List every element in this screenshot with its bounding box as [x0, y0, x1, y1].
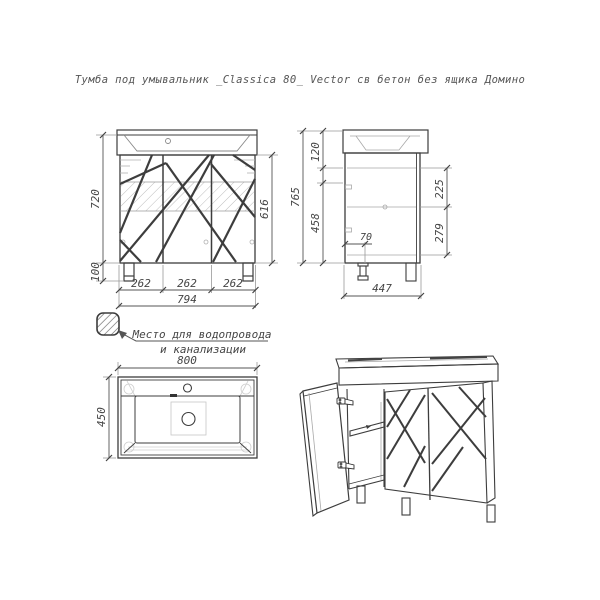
- dim-front-section2: 262: [177, 277, 197, 290]
- note-line1: Место для водопровода: [132, 328, 272, 341]
- dim-front-section3: 262: [223, 277, 243, 290]
- dim-front-width: 794: [177, 293, 197, 306]
- dim-side-door-height: 458: [309, 213, 322, 233]
- dim-front-leg-height: 100: [89, 262, 102, 282]
- dim-sink-width: 800: [177, 354, 197, 367]
- dim-front-section1: 262: [131, 277, 151, 290]
- front-view: [89, 130, 278, 309]
- iso-view: [300, 356, 498, 522]
- note-line2: и канализации: [159, 343, 247, 356]
- basin-opening: [135, 396, 240, 443]
- dim-sink-depth: 450: [95, 407, 108, 427]
- sink-outer-rim: [118, 377, 257, 458]
- top-view: [95, 354, 260, 461]
- dim-front-facade-height: 616: [258, 199, 271, 219]
- dim-side-shelf-lower: 279: [433, 223, 446, 243]
- dim-side-height: 765: [289, 187, 302, 207]
- side-view: [289, 128, 452, 299]
- door-hinge-top: [337, 398, 353, 405]
- plumbing-icon: [97, 313, 119, 335]
- leader-arrow: [118, 330, 127, 339]
- plumbing-note: [97, 313, 272, 356]
- iso-sink-front-face: [339, 364, 498, 385]
- overflow-slot: [170, 394, 177, 397]
- drain-hole: [182, 413, 195, 426]
- plumbing-zone-hatch: [121, 182, 255, 211]
- faucet-hole: [184, 384, 192, 392]
- door-hinge-bottom: [338, 462, 354, 469]
- iso-legs: [357, 486, 495, 522]
- dim-side-depth: 447: [372, 282, 392, 295]
- dim-side-sink-height: 120: [309, 142, 322, 162]
- dim-side-leg-inset: 70: [359, 232, 373, 243]
- dim-side-shelf-upper: 225: [433, 179, 446, 199]
- dim-front-height: 720: [89, 189, 102, 209]
- side-legs: [358, 263, 416, 281]
- drawing-title: Тумба под умывальник _Classica 80_ Vector св бетон без ящика Домино: [74, 74, 526, 86]
- side-sink-top: [343, 130, 428, 153]
- faucet-hole-front: [166, 139, 171, 144]
- side-cabinet-body: [345, 153, 420, 263]
- iso-decor-pattern: [387, 387, 486, 491]
- sink-inner-rim: [121, 380, 254, 455]
